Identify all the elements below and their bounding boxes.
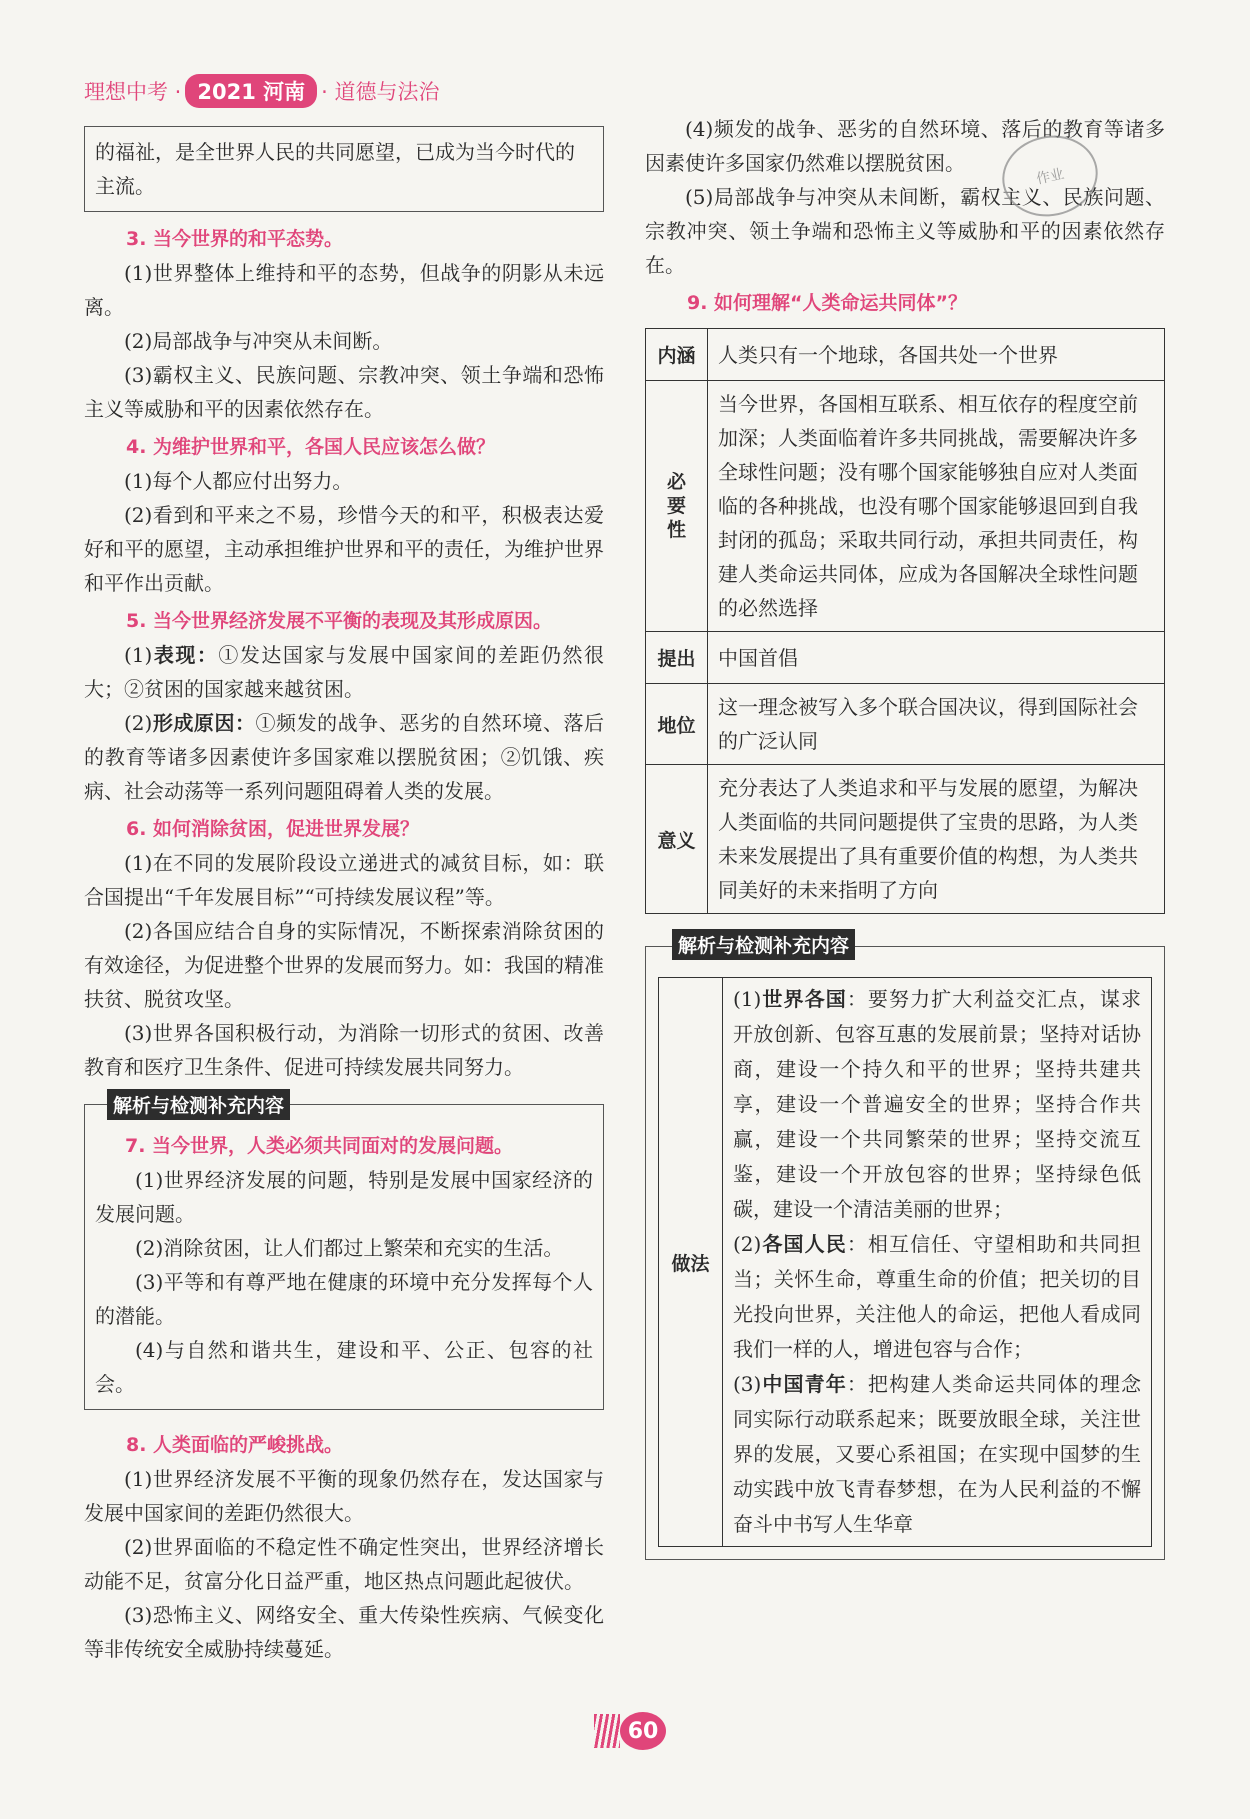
intro-box: 的福祉，是全世界人民的共同愿望，已成为当今时代的主流。	[84, 126, 604, 212]
approach-part-2: (2)各国人民：相互信任、守望相助和共同担当；关怀生命，尊重生命的价值；把关切的目光投向世界，关注他人的命运，把他人看成同我们一样的人，增进包容与合作；	[733, 1232, 1142, 1361]
row-key: 地位	[646, 684, 708, 765]
header-brand: 理想中考 ·	[84, 80, 182, 104]
row-value: 人类只有一个地球，各国共处一个世界	[708, 329, 1165, 381]
table-row	[646, 329, 1165, 381]
question-5-title: 5. 当今世界经济发展不平衡的表现及其形成原因。	[126, 610, 553, 632]
approach-key: 做法	[659, 978, 723, 1547]
row-key: 必要性	[646, 381, 708, 632]
question-6-title: 6. 如何消除贫困，促进世界发展？	[126, 818, 420, 840]
q6-item-2: (2)各国应结合自身的实际情况，不断探索消除贫困的有效途径，为促进整个世界的发展而努力。如：我国的精准扶贫、脱贫攻坚。	[84, 919, 604, 1011]
header-subject: · 道德与法治	[321, 80, 440, 104]
approach-part-1: (1)世界各国：要努力扩大利益交汇点，谋求开放创新、包容互惠的发展前景；坚持对话协商，建设一个持久和平的世界；坚持共建共享，建设一个普遍安全的世界；坚持合作共赢，建设一个共同繁荣的世界；坚持交流互鉴，建设一个开放包容的世界；坚持绿色低碳，建设一个清洁美丽的世界；	[733, 987, 1142, 1221]
q6-item-3: (3)世界各国积极行动，为消除一切形式的贫困、改善教育和医疗卫生条件、促进可持续发展共同努力。	[84, 1021, 604, 1079]
q5-item-2: (2)形成原因：①频发的战争、恶劣的自然环境、落后的教育等诸多因素使许多国家难以摆脱贫困；②饥饿、疾病、社会动荡等一系列问题阻碍着人类的发展。	[84, 711, 605, 803]
continued-item-5: (5)局部战争与冲突从未间断，霸权主义、民族问题、宗教冲突、领土争端和恐怖主义等威胁和平的因素依然存在。	[645, 185, 1165, 277]
approach-table	[658, 977, 1152, 1547]
row-key: 提出	[646, 632, 708, 684]
q4-item-2: (2)看到和平来之不易，珍惜今天的和平，积极表达爱好和平的愿望，主动承担维护世界和平的责任，为维护世界和平作出贡献。	[84, 503, 604, 595]
running-header	[84, 74, 439, 108]
q7-item-1: (1)世界经济发展的问题，特别是发展中国家经济的发展问题。	[95, 1168, 593, 1226]
header-badge: 2021 河南	[185, 74, 317, 108]
q8-item-3: (3)恐怖主义、网络安全、重大传染性疾病、气候变化等非传统安全威胁持续蔓延。	[84, 1603, 604, 1661]
q3-item-2: (2)局部战争与冲突从未间断。	[124, 329, 393, 353]
row-key: 意义	[646, 765, 708, 914]
question-3-title: 3. 当今世界的和平态势。	[126, 228, 344, 250]
left-column	[84, 126, 604, 1666]
q7-item-3: (3)平等和有尊严地在健康的环境中充分发挥每个人的潜能。	[95, 1270, 593, 1328]
table-row	[646, 684, 1165, 765]
page-number-decoration	[594, 1714, 620, 1748]
supplement-box-2	[645, 935, 1165, 1560]
q5-item-1: (1)表现：①发达国家与发展中国家间的差距仍然很大；②贫困的国家越来越贫困。	[84, 643, 605, 701]
q6-item-1: (1)在不同的发展阶段设立递进式的减贫目标，如：联合国提出“千年发展目标”“可持续发展议程”等。	[84, 851, 604, 909]
q3-item-3: (3)霸权主义、民族问题、宗教冲突、领土争端和恐怖主义等威胁和平的因素依然存在。	[84, 363, 604, 421]
right-column	[645, 112, 1165, 1560]
supplement-title-1: 解析与检测补充内容	[107, 1089, 290, 1120]
table-row	[659, 978, 1152, 1547]
supplement-box-1	[84, 1095, 604, 1410]
q4-item-1: (1)每个人都应付出努力。	[124, 469, 353, 493]
community-table	[645, 328, 1165, 914]
table-row	[646, 381, 1165, 632]
question-9-title: 9. 如何理解“人类命运共同体”？	[687, 292, 968, 314]
stamp-seal: 作业	[995, 127, 1106, 225]
q7-item-2: (2)消除贫困，让人们都过上繁荣和充实的生活。	[135, 1236, 564, 1260]
row-value: 中国首倡	[708, 632, 1165, 684]
row-value: 这一理念被写入多个联合国决议，得到国际社会的广泛认同	[708, 684, 1165, 765]
question-7-title: 7. 当今世界，人类必须共同面对的发展问题。	[125, 1135, 514, 1157]
page-number-text: 60	[620, 1712, 666, 1750]
question-8-title: 8. 人类面临的严峻挑战。	[126, 1434, 344, 1456]
q8-item-1: (1)世界经济发展不平衡的现象仍然存在，发达国家与发展中国家间的差距仍然很大。	[84, 1467, 604, 1525]
supplement-title-2: 解析与检测补充内容	[672, 929, 855, 960]
approach-part-3: (3)中国青年：把构建人类命运共同体的理念同实际行动联系起来；既要放眼全球，关注世界的发展，又要心系祖国；在实现中国梦的生动实践中放飞青春梦想，在为人民利益的不懈奋斗中书写人生华章	[733, 1372, 1142, 1536]
row-value: 充分表达了人类追求和平与发展的愿望，为解决人类面临的共同问题提供了宝贵的思路，为人类未来发展提出了具有重要价值的构想，为人类共同美好的未来指明了方向	[708, 765, 1165, 914]
row-value: 当今世界，各国相互联系、相互依存的程度空前加深；人类面临着许多共同挑战，需要解决许多全球性问题；没有哪个国家能够独自应对人类面临的各种挑战，也没有哪个国家能够退回到自我封闭的孤岛；采取共同行动，承担共同责任，构建人类命运共同体，应成为各国解决全球性问题的必然选择	[708, 381, 1165, 632]
q8-item-2: (2)世界面临的不稳定性不确定性突出，世界经济增长动能不足，贫富分化日益严重，地区热点问题此起彼伏。	[84, 1535, 604, 1593]
row-key: 内涵	[646, 329, 708, 381]
continued-item-4: (4)频发的战争、恶劣的自然环境、落后的教育等诸多因素使许多国家仍然难以摆脱贫困。	[645, 117, 1165, 175]
table-row	[646, 765, 1165, 914]
page-number	[594, 1712, 666, 1750]
question-4-title: 4. 为维护世界和平，各国人民应该怎么做？	[126, 436, 496, 458]
approach-value	[723, 978, 1152, 1547]
q3-item-1: (1)世界整体上维持和平的态势，但战争的阴影从未远离。	[84, 261, 604, 319]
q7-item-4: (4)与自然和谐共生，建设和平、公正、包容的社会。	[95, 1338, 593, 1396]
table-row	[646, 632, 1165, 684]
